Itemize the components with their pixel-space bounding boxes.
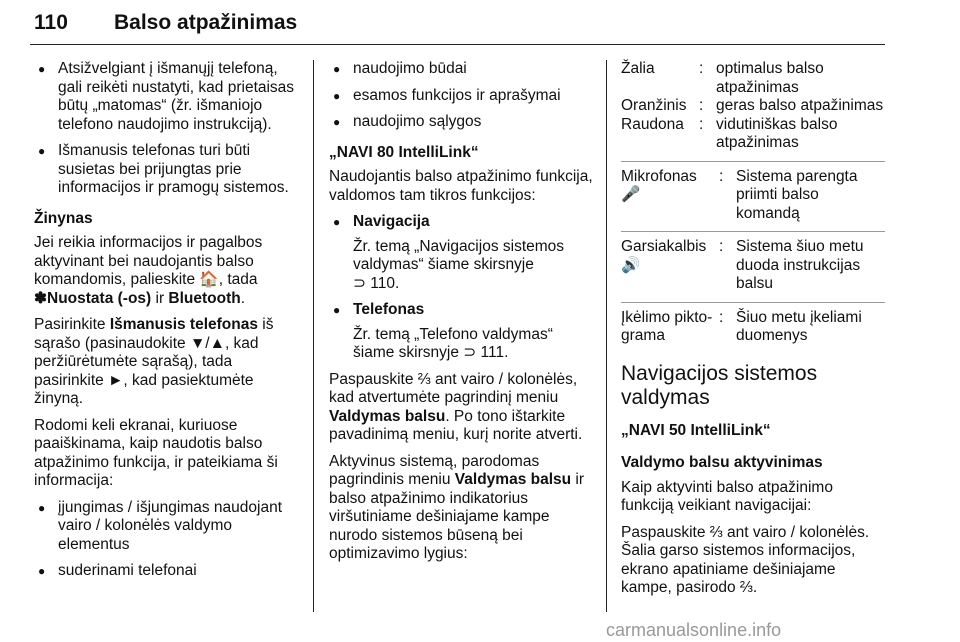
table-divider xyxy=(621,231,885,232)
device-row: Garsiakalbis 🔊 : Sistema šiuo metu duoda instrukcijas balsu xyxy=(621,238,864,292)
list-item: ● Telefonas Žr. temą „Telefono valdymas“ šiame skirsnyje ⊃ 111. xyxy=(329,301,595,363)
home-icon: 🏠 xyxy=(199,271,219,288)
paragraph: Pasirinkite Išmanusis telefonas iš sąrašo (pasinaudokite ▼/▲, kad peržiūrėtumėte sąrašą), tada pasirinkite ►, kad pasiektumėte žinyną. xyxy=(34,316,274,407)
subsection-heading: „NAVI 50 IntelliLink“ xyxy=(621,421,771,439)
page-title: Balso atpažinimas xyxy=(114,11,298,34)
list-item: ● esamos funkcijos ir aprašymai xyxy=(329,87,595,106)
table-divider xyxy=(621,302,885,303)
paragraph: Paspauskite ⅔ ant vairo / kolonėlės. Šalia garso sistemos informacijos, ekrano apatiniame dešiniajame kampe, pasirodo ⅔. xyxy=(621,523,870,596)
paragraph: Rodomi keli ekranai, kuriuose paaiškinama, kaip naudotis balso atpažinimo funkcija, ir pateikiama ši informacija: xyxy=(34,416,278,489)
section-heading: Navigacijos sistemos valdymas xyxy=(621,361,818,409)
list-item: ● Atsižvelgiant į išmanųjį telefoną, gali reikėti nustatyti, kad prietaisas būtų „matomas“ (žr. išmaniojo telefono naudojimo instrukciją). xyxy=(34,60,300,134)
level-row: Oranžinis : geras balso atpažinimas xyxy=(621,97,884,114)
list-item: ● įjungimas / išjungimas naudojant vairo / kolonėlės valdymo elementus xyxy=(34,499,300,555)
list-item: ● Navigacija Žr. temą „Navigacijos sistemos valdymas“ šiame skirsnyje ⊃ 110. xyxy=(329,213,595,293)
column-divider xyxy=(313,60,314,612)
paragraph: Kaip aktyvinti balso atpažinimo funkciją veikiant navigacijai: xyxy=(621,478,833,514)
page-header xyxy=(30,6,885,45)
paragraph: Aktyvinus sistemą, parodomas pagrindinis meniu Valdymas balsu ir balso atpažinimo indikatorius viršutiniame dešiniajame kampe nurodo sistemos būseną bei optimizavimo lygius: xyxy=(329,452,585,562)
list-item: ● Išmanusis telefonas turi būti susietas bei prijungtas prie informacijos ir pramogų sistemos. xyxy=(34,142,300,198)
paragraph: Paspauskite ⅔ ant vairo / kolonėlės, kad atvertumėte pagrindinį meniu Valdymas balsu. Po tono ištarkite pavadinimą meniu, kurį norite atverti. xyxy=(329,370,583,443)
watermark: carmanualsonline.info xyxy=(606,620,782,640)
column-right xyxy=(621,60,885,606)
section-heading: „NAVI 80 IntelliLink“ xyxy=(329,143,479,161)
page-number: 110 xyxy=(34,11,68,34)
level-row: Žalia : optimalus balso atpažinimas xyxy=(621,60,824,96)
bullet-list xyxy=(34,60,300,198)
column-middle xyxy=(329,60,595,572)
paragraph: Jei reikia informacijos ir pagalbos aktyvinant bei naudojantis balso komandomis, palieskite 🏠, tada ✽Nuostata (-os) ir Bluetooth. xyxy=(34,234,263,307)
cross-reference-link[interactable]: ⊃ 110. xyxy=(353,274,400,292)
paragraph: Naudojantis balso atpažinimo funkcija, valdomos tam tikros funkcijos: xyxy=(329,168,593,204)
list-item: ● suderinami telefonai xyxy=(34,562,300,581)
bullet-list xyxy=(329,213,595,363)
bullet-list xyxy=(34,499,300,581)
list-item: ● naudojimo sąlygos xyxy=(329,113,595,132)
list-item: ● naudojimo būdai xyxy=(329,60,595,79)
column-left xyxy=(34,60,300,589)
table-divider xyxy=(621,161,885,162)
subsection-heading: Valdymo balsu aktyvinimas xyxy=(621,454,823,471)
gear-icon: ✽ xyxy=(34,289,47,307)
section-heading: Žinynas xyxy=(34,209,93,227)
device-row: Įkėlimo pikto-grama : Šiuo metu įkeliami duomenys xyxy=(621,308,862,344)
level-row: Raudona : vidutiniškas balso atpažinimas xyxy=(621,115,838,151)
bullet-list xyxy=(329,60,595,132)
column-divider xyxy=(606,60,607,612)
device-row: Mikrofonas 🎤 : Sistema parengta priimti balso komandą xyxy=(621,167,858,222)
